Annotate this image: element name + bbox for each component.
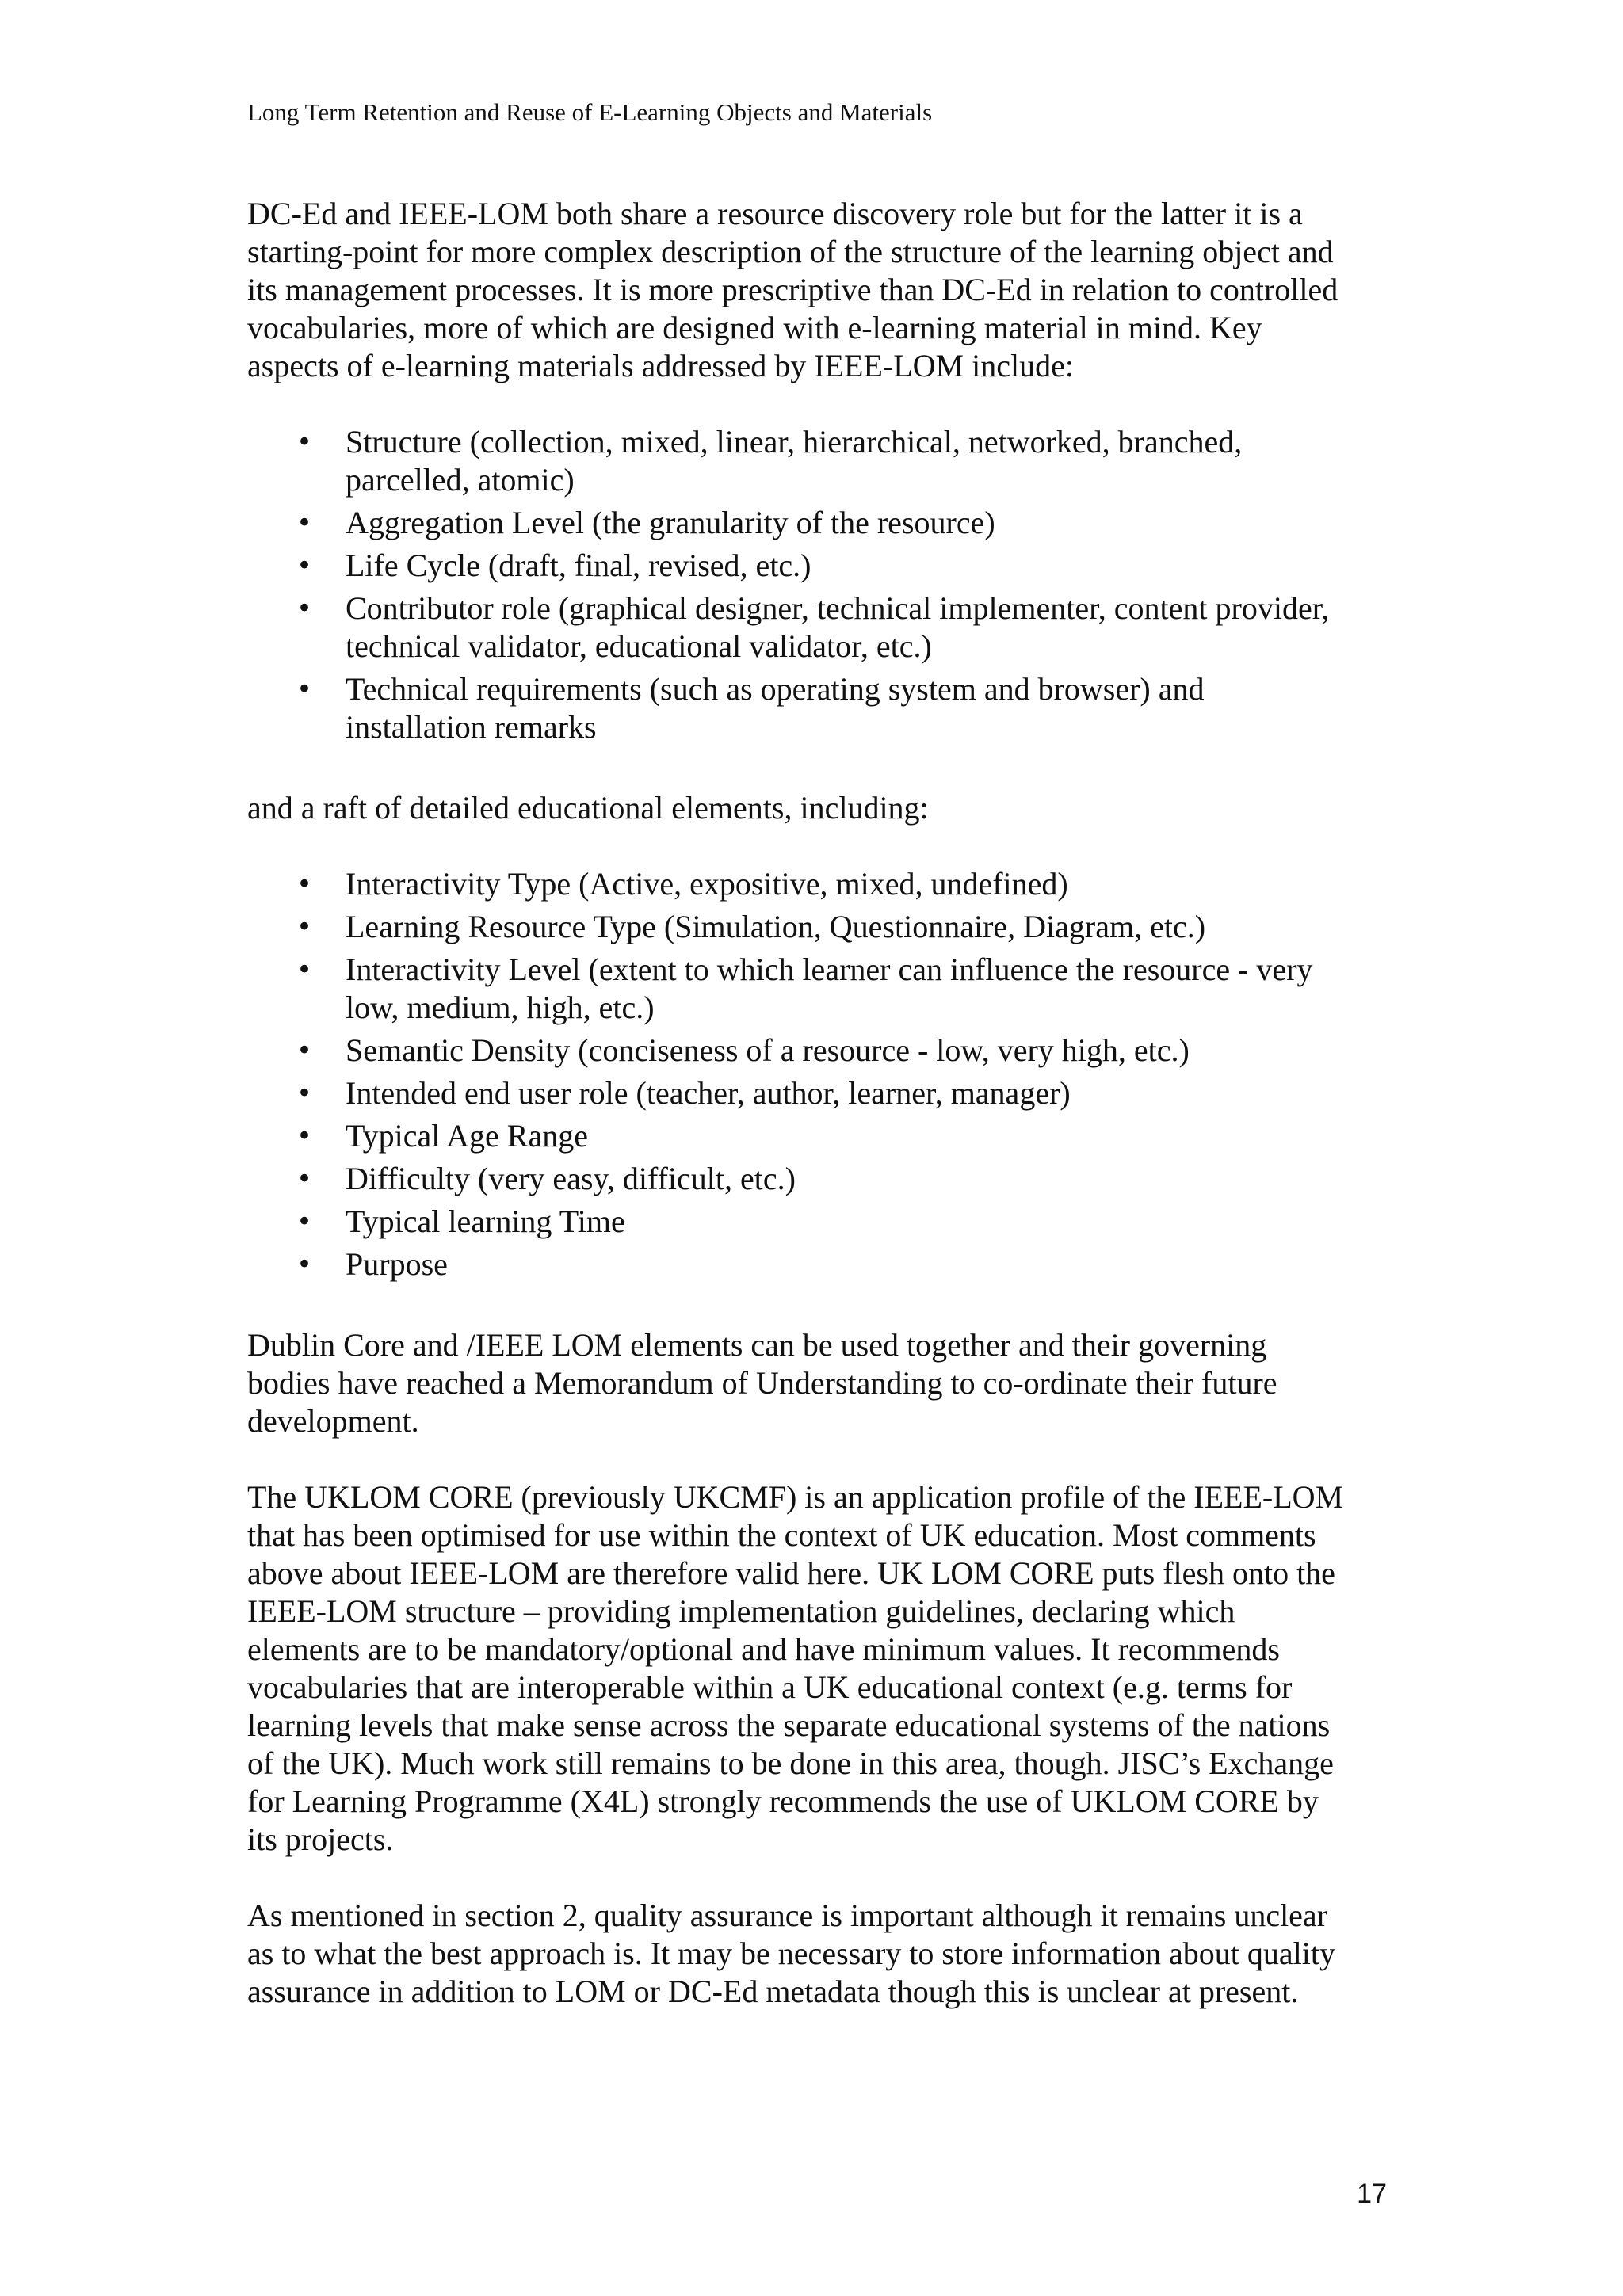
paragraph-quality-assurance: As mentioned in section 2, quality assurance is important although it remains unclear as to what the best approach is. It may be necessary to store information about quality assurance in addition to LOM or DC-Ed metadata though this is unclear at present. [247,1897,1335,2009]
list-item-text: Typical learning Time [346,1203,625,1239]
list-item [247,547,1388,585]
bullet-icon: • [296,1206,313,1238]
list-item-text: Interactivity Level (extent to which learner can influence the resource - very low, medium, high, etc.) [346,952,1313,1025]
paragraph-uklom-core: The UKLOM CORE (previously UKCMF) is an application profile of the IEEE-LOM that has been optimised for use within the context of UK education. Most comments above about IEEE-LOM are therefore valid here. UK LOM CORE puts flesh onto the IEEE-LOM structure – providing implementation guidelines, declaring which elements are to be mandatory/optional and have minimum values. It recommends vocabularies that are interoperable within a UK educational context (e.g. terms for learning levels that make sense across the separate educational systems of the nations of the UK). Much work still remains to be done in this area, though. JISC’s Exchange for Learning Programme (X4L) strongly recommends the use of UKLOM CORE by its projects. [247,1479,1344,1857]
bullet-icon: • [296,1249,313,1280]
list-item-text: Aggregation Level (the granularity of the resource) [346,505,995,540]
bullet-icon: • [296,1035,313,1066]
list-item [247,589,1388,666]
paragraph-gap [247,751,1388,789]
list-item [247,951,1388,1027]
list-item [247,1203,1388,1241]
paragraph-educational-elements-intro: and a raft of detailed educational elements, including: [247,790,929,826]
list-item [247,908,1388,946]
list-item-text: Purpose [346,1246,448,1282]
list-item-text: Learning Resource Type (Simulation, Questionnaire, Diagram, etc.) [346,909,1206,944]
paragraph-dublin-core: Dublin Core and /IEEE LOM elements can be used together and their governing bodies have reached a Memorandum of Understanding to co-ordinate their future development. [247,1327,1277,1439]
list-item-text: Difficulty (very easy, difficult, etc.) [346,1161,796,1196]
bullet-icon: • [296,593,313,624]
list-item-text: Technical requirements (such as operating system and browser) and installation remarks [346,671,1205,745]
list-item-text: Life Cycle (draft, final, revised, etc.) [346,547,812,583]
bullet-icon: • [296,1163,313,1195]
paragraph-gap [247,1440,1388,1478]
bullet-icon: • [296,1077,313,1109]
educational-elements-list [247,865,1388,1283]
list-item [247,1245,1388,1283]
list-item [247,504,1388,542]
list-item-text: Contributor role (graphical designer, technical implementer, content provider, technical validator, educational validator, etc.) [346,590,1330,664]
bullet-icon: • [296,426,313,458]
paragraph-gap [247,1859,1388,1897]
paragraph-gap [247,827,1388,865]
list-item-text: Interactivity Type (Active, expositive, mixed, undefined) [346,866,1068,902]
bullet-icon: • [296,954,313,986]
running-header: Long Term Retention and Reuse of E-Learning Objects and Materials [247,98,933,126]
list-item-text: Typical Age Range [346,1118,588,1154]
bullet-icon: • [296,868,313,900]
list-item [247,1032,1388,1070]
list-item [247,423,1388,499]
bullet-icon: • [296,550,313,582]
bullet-icon: • [296,1120,313,1152]
bullet-icon: • [296,673,313,705]
paragraph-dc-ed-ieee-lom: DC-Ed and IEEE-LOM both share a resource discovery role but for the latter it is a starting-point for more complex description of the structure of the learning object and its management processes. It is more prescriptive than DC-Ed in relation to controlled vocabularies, more of which are designed with e-learning material in mind. Key aspects of e-learning materials addressed by IEEE-LOM include: [247,196,1338,383]
list-item [247,1074,1388,1112]
list-item [247,1160,1388,1198]
list-item [247,865,1388,903]
bullet-icon: • [296,911,313,943]
list-item-text: Structure (collection, mixed, linear, hierarchical, networked, branched, parcelled, atomic) [346,424,1243,498]
list-item-text: Semantic Density (conciseness of a resource - low, very high, etc.) [346,1032,1190,1068]
bullet-icon: • [296,507,313,539]
list-item-text: Intended end user role (teacher, author, learner, manager) [346,1075,1071,1111]
document-body [247,195,1388,2011]
ieee-lom-aspects-list [247,423,1388,746]
list-item [247,1117,1388,1155]
list-item [247,670,1388,746]
page-number: 17 [1357,2179,1387,2209]
paragraph-gap [247,385,1388,423]
paragraph-gap [247,1288,1388,1326]
